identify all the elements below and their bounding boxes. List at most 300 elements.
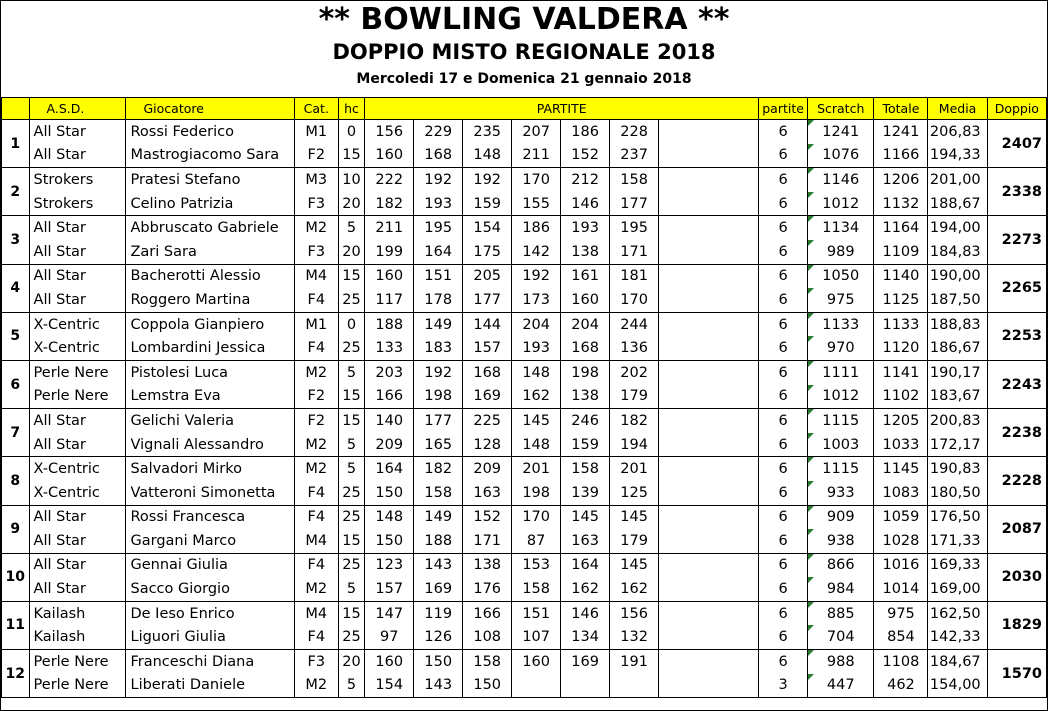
handicap-cell: 5 bbox=[338, 674, 365, 698]
table-row bbox=[2, 625, 1047, 649]
game-score: 162 bbox=[610, 577, 659, 601]
game-score bbox=[708, 216, 759, 240]
media-cell: 186,67 bbox=[928, 336, 987, 360]
game-score bbox=[708, 457, 759, 481]
handicap-cell: 5 bbox=[338, 360, 365, 384]
game-score: 158 bbox=[512, 577, 561, 601]
games-played-cell: 6 bbox=[759, 553, 808, 577]
game-score: 177 bbox=[463, 288, 512, 312]
game-score bbox=[708, 240, 759, 264]
game-score bbox=[659, 481, 708, 505]
game-score bbox=[659, 650, 708, 674]
game-score: 157 bbox=[365, 577, 414, 601]
game-score: 193 bbox=[512, 336, 561, 360]
game-score: 170 bbox=[610, 288, 659, 312]
game-score: 150 bbox=[365, 529, 414, 553]
scratch-cell: 1050 bbox=[808, 264, 874, 288]
game-score bbox=[659, 457, 708, 481]
totale-cell: 1132 bbox=[874, 192, 928, 216]
game-score: 170 bbox=[512, 168, 561, 192]
media-cell: 187,50 bbox=[928, 288, 987, 312]
game-score: 201 bbox=[610, 457, 659, 481]
game-score: 148 bbox=[512, 360, 561, 384]
games-played-cell: 6 bbox=[759, 457, 808, 481]
player-name: Liberati Daniele bbox=[126, 674, 294, 698]
handicap-cell: 10 bbox=[338, 168, 365, 192]
game-score: 154 bbox=[365, 674, 414, 698]
game-score: 193 bbox=[561, 216, 610, 240]
game-score: 145 bbox=[610, 553, 659, 577]
totale-cell: 1102 bbox=[874, 385, 928, 409]
game-score bbox=[659, 433, 708, 457]
game-score: 193 bbox=[414, 192, 463, 216]
handicap-cell: 5 bbox=[338, 433, 365, 457]
media-cell: 194,33 bbox=[928, 144, 987, 168]
scratch-cell: 1003 bbox=[808, 433, 874, 457]
player-name: Abbruscato Gabriele bbox=[126, 216, 294, 240]
col-media-header: Media bbox=[928, 98, 987, 120]
table-row bbox=[2, 144, 1047, 168]
game-score: 168 bbox=[561, 336, 610, 360]
asd-cell: All Star bbox=[29, 529, 126, 553]
game-score bbox=[708, 409, 759, 433]
game-score: 205 bbox=[463, 264, 512, 288]
category-cell: F4 bbox=[294, 288, 338, 312]
media-cell: 169,00 bbox=[928, 577, 987, 601]
game-score bbox=[708, 553, 759, 577]
category-cell: F2 bbox=[294, 409, 338, 433]
game-score bbox=[708, 481, 759, 505]
game-score: 183 bbox=[414, 336, 463, 360]
games-played-cell: 6 bbox=[759, 601, 808, 625]
game-score: 169 bbox=[561, 650, 610, 674]
category-cell: F2 bbox=[294, 144, 338, 168]
game-score: 188 bbox=[365, 312, 414, 336]
game-score: 164 bbox=[414, 240, 463, 264]
game-score: 151 bbox=[512, 601, 561, 625]
handicap-cell: 25 bbox=[338, 336, 365, 360]
game-score: 192 bbox=[414, 168, 463, 192]
scratch-cell: 1111 bbox=[808, 360, 874, 384]
game-score: 204 bbox=[561, 312, 610, 336]
game-score bbox=[659, 264, 708, 288]
table-row bbox=[2, 409, 1047, 433]
scratch-cell: 909 bbox=[808, 505, 874, 529]
game-score bbox=[708, 625, 759, 649]
games-played-cell: 6 bbox=[759, 385, 808, 409]
media-cell: 194,00 bbox=[928, 216, 987, 240]
game-score: 161 bbox=[561, 264, 610, 288]
handicap-cell: 20 bbox=[338, 240, 365, 264]
player-name: Sacco Giorgio bbox=[126, 577, 294, 601]
table-row bbox=[2, 457, 1047, 481]
table-row bbox=[2, 601, 1047, 625]
event-dates: Mercoledi 17 e Domenica 21 gennaio 2018 bbox=[356, 71, 692, 87]
table-row bbox=[2, 336, 1047, 360]
col-partite-group-header: PARTITE bbox=[365, 98, 759, 120]
game-score: 152 bbox=[463, 505, 512, 529]
game-score: 157 bbox=[463, 336, 512, 360]
game-score: 179 bbox=[610, 385, 659, 409]
game-score bbox=[610, 674, 659, 698]
game-score: 194 bbox=[610, 433, 659, 457]
game-score: 158 bbox=[561, 457, 610, 481]
games-played-cell: 6 bbox=[759, 433, 808, 457]
media-cell: 172,17 bbox=[928, 433, 987, 457]
game-score: 159 bbox=[463, 192, 512, 216]
totale-cell: 1120 bbox=[874, 336, 928, 360]
doppio-total: 2030 bbox=[987, 553, 1046, 601]
totale-cell: 1109 bbox=[874, 240, 928, 264]
scratch-cell: 1146 bbox=[808, 168, 874, 192]
col-partite-header: partite bbox=[759, 98, 808, 120]
game-score: 195 bbox=[610, 216, 659, 240]
media-cell: 183,67 bbox=[928, 385, 987, 409]
game-score: 119 bbox=[414, 601, 463, 625]
media-cell: 190,83 bbox=[928, 457, 987, 481]
asd-cell: All Star bbox=[29, 264, 126, 288]
game-score bbox=[659, 192, 708, 216]
asd-cell: All Star bbox=[29, 144, 126, 168]
asd-cell: Perle Nere bbox=[29, 650, 126, 674]
game-score: 192 bbox=[414, 360, 463, 384]
game-score: 150 bbox=[365, 481, 414, 505]
game-score bbox=[659, 288, 708, 312]
media-cell: 190,00 bbox=[928, 264, 987, 288]
totale-cell: 975 bbox=[874, 601, 928, 625]
totale-cell: 1028 bbox=[874, 529, 928, 553]
game-score bbox=[708, 601, 759, 625]
page-title: ** BOWLING VALDERA ** bbox=[318, 2, 730, 37]
game-score bbox=[708, 144, 759, 168]
game-score: 203 bbox=[365, 360, 414, 384]
table-row bbox=[2, 288, 1047, 312]
doppio-total: 2228 bbox=[987, 457, 1046, 505]
totale-cell: 1205 bbox=[874, 409, 928, 433]
game-score: 244 bbox=[610, 312, 659, 336]
col-scratch-header: Scratch bbox=[808, 98, 874, 120]
doppio-total: 2253 bbox=[987, 312, 1046, 360]
table-row bbox=[2, 216, 1047, 240]
table-row bbox=[2, 120, 1047, 144]
team-rank: 9 bbox=[2, 505, 30, 553]
scratch-cell: 1012 bbox=[808, 385, 874, 409]
games-played-cell: 6 bbox=[759, 505, 808, 529]
scratch-cell: 984 bbox=[808, 577, 874, 601]
game-score bbox=[708, 360, 759, 384]
category-cell: M2 bbox=[294, 360, 338, 384]
game-score: 186 bbox=[512, 216, 561, 240]
asd-cell: X-Centric bbox=[29, 481, 126, 505]
game-score: 198 bbox=[512, 481, 561, 505]
game-score: 140 bbox=[365, 409, 414, 433]
handicap-cell: 20 bbox=[338, 650, 365, 674]
totale-cell: 1125 bbox=[874, 288, 928, 312]
totale-cell: 1033 bbox=[874, 433, 928, 457]
asd-cell: All Star bbox=[29, 409, 126, 433]
game-score: 148 bbox=[365, 505, 414, 529]
doppio-total: 2238 bbox=[987, 409, 1046, 457]
category-cell: F2 bbox=[294, 385, 338, 409]
doppio-total: 1570 bbox=[987, 650, 1046, 698]
game-score: 134 bbox=[561, 625, 610, 649]
game-score: 143 bbox=[414, 674, 463, 698]
game-score bbox=[659, 336, 708, 360]
games-played-cell: 6 bbox=[759, 409, 808, 433]
doppio-total: 2243 bbox=[987, 360, 1046, 408]
game-score: 173 bbox=[512, 288, 561, 312]
game-score bbox=[561, 674, 610, 698]
games-played-cell: 3 bbox=[759, 674, 808, 698]
game-score bbox=[708, 336, 759, 360]
game-score bbox=[659, 240, 708, 264]
col-cat-header: Cat. bbox=[294, 98, 338, 120]
game-score: 191 bbox=[610, 650, 659, 674]
media-cell: 188,67 bbox=[928, 192, 987, 216]
scratch-cell: 885 bbox=[808, 601, 874, 625]
handicap-cell: 5 bbox=[338, 216, 365, 240]
game-score: 145 bbox=[512, 409, 561, 433]
totale-cell: 1141 bbox=[874, 360, 928, 384]
game-score: 237 bbox=[610, 144, 659, 168]
game-score: 198 bbox=[414, 385, 463, 409]
game-score bbox=[708, 529, 759, 553]
game-score bbox=[659, 601, 708, 625]
game-score: 166 bbox=[365, 385, 414, 409]
game-score: 202 bbox=[610, 360, 659, 384]
table-row bbox=[2, 240, 1047, 264]
game-score: 168 bbox=[414, 144, 463, 168]
handicap-cell: 15 bbox=[338, 409, 365, 433]
game-score: 177 bbox=[414, 409, 463, 433]
handicap-cell: 25 bbox=[338, 625, 365, 649]
game-score: 178 bbox=[414, 288, 463, 312]
game-score bbox=[659, 216, 708, 240]
category-cell: F4 bbox=[294, 336, 338, 360]
game-score: 211 bbox=[365, 216, 414, 240]
asd-cell: All Star bbox=[29, 433, 126, 457]
category-cell: M4 bbox=[294, 601, 338, 625]
media-cell: 154,00 bbox=[928, 674, 987, 698]
player-name: Rossi Francesca bbox=[126, 505, 294, 529]
doppio-total: 2265 bbox=[987, 264, 1046, 312]
asd-cell: Perle Nere bbox=[29, 385, 126, 409]
scratch-cell: 1012 bbox=[808, 192, 874, 216]
game-score: 171 bbox=[463, 529, 512, 553]
doppio-total: 2087 bbox=[987, 505, 1046, 553]
game-score: 207 bbox=[512, 120, 561, 144]
game-score: 156 bbox=[365, 120, 414, 144]
scratch-cell: 933 bbox=[808, 481, 874, 505]
games-played-cell: 6 bbox=[759, 336, 808, 360]
results-table bbox=[1, 97, 1047, 698]
game-score: 150 bbox=[414, 650, 463, 674]
player-name: Franceschi Diana bbox=[126, 650, 294, 674]
game-score: 146 bbox=[561, 601, 610, 625]
game-score: 128 bbox=[463, 433, 512, 457]
game-score: 175 bbox=[463, 240, 512, 264]
totale-cell: 1145 bbox=[874, 457, 928, 481]
category-cell: M3 bbox=[294, 168, 338, 192]
game-score: 199 bbox=[365, 240, 414, 264]
game-score: 198 bbox=[561, 360, 610, 384]
asd-cell: All Star bbox=[29, 240, 126, 264]
game-score: 179 bbox=[610, 529, 659, 553]
games-played-cell: 6 bbox=[759, 216, 808, 240]
games-played-cell: 6 bbox=[759, 240, 808, 264]
asd-cell: X-Centric bbox=[29, 336, 126, 360]
game-score: 145 bbox=[561, 505, 610, 529]
games-played-cell: 6 bbox=[759, 288, 808, 312]
asd-cell: X-Centric bbox=[29, 457, 126, 481]
media-cell: 188,83 bbox=[928, 312, 987, 336]
scratch-cell: 866 bbox=[808, 553, 874, 577]
game-score: 246 bbox=[561, 409, 610, 433]
game-score: 158 bbox=[610, 168, 659, 192]
scratch-cell: 704 bbox=[808, 625, 874, 649]
totale-cell: 1016 bbox=[874, 553, 928, 577]
game-score bbox=[708, 120, 759, 144]
media-cell: 142,33 bbox=[928, 625, 987, 649]
table-row bbox=[2, 433, 1047, 457]
game-score: 163 bbox=[561, 529, 610, 553]
media-cell: 201,00 bbox=[928, 168, 987, 192]
game-score: 163 bbox=[463, 481, 512, 505]
games-played-cell: 6 bbox=[759, 360, 808, 384]
player-name: Pistolesi Luca bbox=[126, 360, 294, 384]
scratch-cell: 975 bbox=[808, 288, 874, 312]
game-score: 166 bbox=[463, 601, 512, 625]
game-score: 165 bbox=[414, 433, 463, 457]
table-header-row bbox=[2, 98, 1047, 120]
game-score: 229 bbox=[414, 120, 463, 144]
player-name: Coppola Gianpiero bbox=[126, 312, 294, 336]
game-score bbox=[659, 529, 708, 553]
asd-cell: Kailash bbox=[29, 601, 126, 625]
table-row bbox=[2, 360, 1047, 384]
game-score bbox=[708, 264, 759, 288]
totale-cell: 1166 bbox=[874, 144, 928, 168]
game-score bbox=[708, 674, 759, 698]
game-score: 148 bbox=[463, 144, 512, 168]
team-rank: 8 bbox=[2, 457, 30, 505]
game-score: 142 bbox=[512, 240, 561, 264]
media-cell: 184,83 bbox=[928, 240, 987, 264]
game-score: 156 bbox=[610, 601, 659, 625]
player-name: De Ieso Enrico bbox=[126, 601, 294, 625]
category-cell: M2 bbox=[294, 433, 338, 457]
asd-cell: Strokers bbox=[29, 192, 126, 216]
game-score bbox=[708, 168, 759, 192]
media-cell: 176,50 bbox=[928, 505, 987, 529]
game-score: 153 bbox=[512, 553, 561, 577]
game-score bbox=[708, 505, 759, 529]
table-row bbox=[2, 481, 1047, 505]
game-score bbox=[708, 288, 759, 312]
media-cell: 171,33 bbox=[928, 529, 987, 553]
game-score: 139 bbox=[561, 481, 610, 505]
category-cell: F4 bbox=[294, 625, 338, 649]
media-cell: 180,50 bbox=[928, 481, 987, 505]
totale-cell: 1014 bbox=[874, 577, 928, 601]
game-score bbox=[708, 577, 759, 601]
category-cell: M2 bbox=[294, 216, 338, 240]
totale-cell: 1108 bbox=[874, 650, 928, 674]
totale-cell: 1241 bbox=[874, 120, 928, 144]
game-score bbox=[708, 192, 759, 216]
team-rank: 12 bbox=[2, 650, 30, 698]
table-row bbox=[2, 385, 1047, 409]
table-row bbox=[2, 674, 1047, 698]
doppio-total: 2338 bbox=[987, 168, 1046, 216]
handicap-cell: 5 bbox=[338, 457, 365, 481]
asd-cell: Strokers bbox=[29, 168, 126, 192]
totale-cell: 1083 bbox=[874, 481, 928, 505]
category-cell: F4 bbox=[294, 505, 338, 529]
table-row bbox=[2, 553, 1047, 577]
game-score bbox=[659, 144, 708, 168]
game-score: 211 bbox=[512, 144, 561, 168]
game-score: 144 bbox=[463, 312, 512, 336]
category-cell: F3 bbox=[294, 650, 338, 674]
team-rank: 2 bbox=[2, 168, 30, 216]
player-name: Rossi Federico bbox=[126, 120, 294, 144]
scratch-cell: 938 bbox=[808, 529, 874, 553]
handicap-cell: 25 bbox=[338, 553, 365, 577]
table-row bbox=[2, 264, 1047, 288]
category-cell: F3 bbox=[294, 240, 338, 264]
player-name: Pratesi Stefano bbox=[126, 168, 294, 192]
game-score bbox=[659, 674, 708, 698]
player-name: Bacherotti Alessio bbox=[126, 264, 294, 288]
game-score: 182 bbox=[610, 409, 659, 433]
game-score bbox=[708, 385, 759, 409]
table-row bbox=[2, 168, 1047, 192]
games-played-cell: 6 bbox=[759, 650, 808, 674]
games-played-cell: 6 bbox=[759, 529, 808, 553]
game-score: 192 bbox=[463, 168, 512, 192]
table-row bbox=[2, 312, 1047, 336]
game-score: 150 bbox=[463, 674, 512, 698]
game-score: 204 bbox=[512, 312, 561, 336]
game-score: 87 bbox=[512, 529, 561, 553]
game-score: 225 bbox=[463, 409, 512, 433]
game-score bbox=[659, 360, 708, 384]
game-score: 149 bbox=[414, 312, 463, 336]
sheet-header bbox=[1, 1, 1047, 95]
game-score: 117 bbox=[365, 288, 414, 312]
game-score: 168 bbox=[463, 360, 512, 384]
game-score: 160 bbox=[512, 650, 561, 674]
game-score: 160 bbox=[365, 650, 414, 674]
player-name: Lombardini Jessica bbox=[126, 336, 294, 360]
games-played-cell: 6 bbox=[759, 120, 808, 144]
game-score: 146 bbox=[561, 192, 610, 216]
handicap-cell: 25 bbox=[338, 481, 365, 505]
game-score bbox=[659, 120, 708, 144]
media-cell: 206,83 bbox=[928, 120, 987, 144]
player-name: Gelichi Valeria bbox=[126, 409, 294, 433]
game-score: 169 bbox=[414, 577, 463, 601]
player-name: Gargani Marco bbox=[126, 529, 294, 553]
game-score: 228 bbox=[610, 120, 659, 144]
scratch-cell: 1115 bbox=[808, 409, 874, 433]
game-score: 169 bbox=[463, 385, 512, 409]
game-score: 151 bbox=[414, 264, 463, 288]
game-score: 126 bbox=[414, 625, 463, 649]
col-hc-header: hc bbox=[338, 98, 365, 120]
game-score: 123 bbox=[365, 553, 414, 577]
